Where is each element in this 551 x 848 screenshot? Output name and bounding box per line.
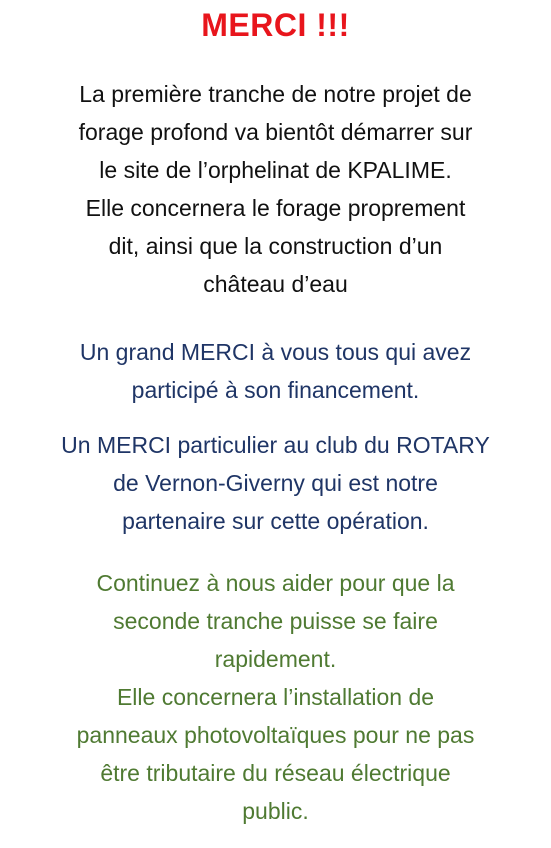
paragraph-line: être tributaire du réseau électrique bbox=[100, 760, 451, 786]
thanks-donors-paragraph bbox=[0, 333, 551, 409]
paragraph-line: seconde tranche puisse se faire bbox=[113, 608, 438, 634]
paragraph-line: Elle concernera le forage proprement bbox=[85, 195, 466, 221]
paragraph-line: Un grand MERCI à vous tous qui avez bbox=[79, 339, 472, 365]
paragraph-line: participé à son financement. bbox=[131, 377, 420, 403]
paragraph-line: Elle concernera l’installation de bbox=[116, 684, 435, 710]
paragraph-line: forage profond va bientôt démarrer sur bbox=[78, 119, 473, 145]
second-phase-appeal-paragraph bbox=[0, 564, 551, 830]
paragraph-line: Continuez à nous aider pour que la bbox=[96, 570, 455, 596]
paragraph-line: dit, ainsi que la construction d’un bbox=[108, 233, 443, 259]
paragraph-line: partenaire sur cette opération. bbox=[122, 508, 429, 534]
paragraph-line: de Vernon-Giverny qui est notre bbox=[113, 470, 438, 496]
paragraph-line: panneaux photovoltaïques pour ne pas bbox=[76, 722, 475, 748]
notice-title: MERCI !!! bbox=[201, 7, 350, 43]
paragraph-line: public. bbox=[242, 798, 309, 824]
paragraph-line: le site de l’orphelinat de KPALIME. bbox=[99, 157, 452, 183]
paragraph-line: La première tranche de notre projet de bbox=[79, 81, 472, 107]
thanks-rotary-paragraph bbox=[0, 426, 551, 540]
paragraph-line: rapidement. bbox=[214, 646, 337, 672]
paragraph-line: château d’eau bbox=[203, 271, 348, 297]
project-first-phase-paragraph bbox=[0, 75, 551, 303]
paragraph-line: Un MERCI particulier au club du ROTARY bbox=[61, 432, 490, 458]
